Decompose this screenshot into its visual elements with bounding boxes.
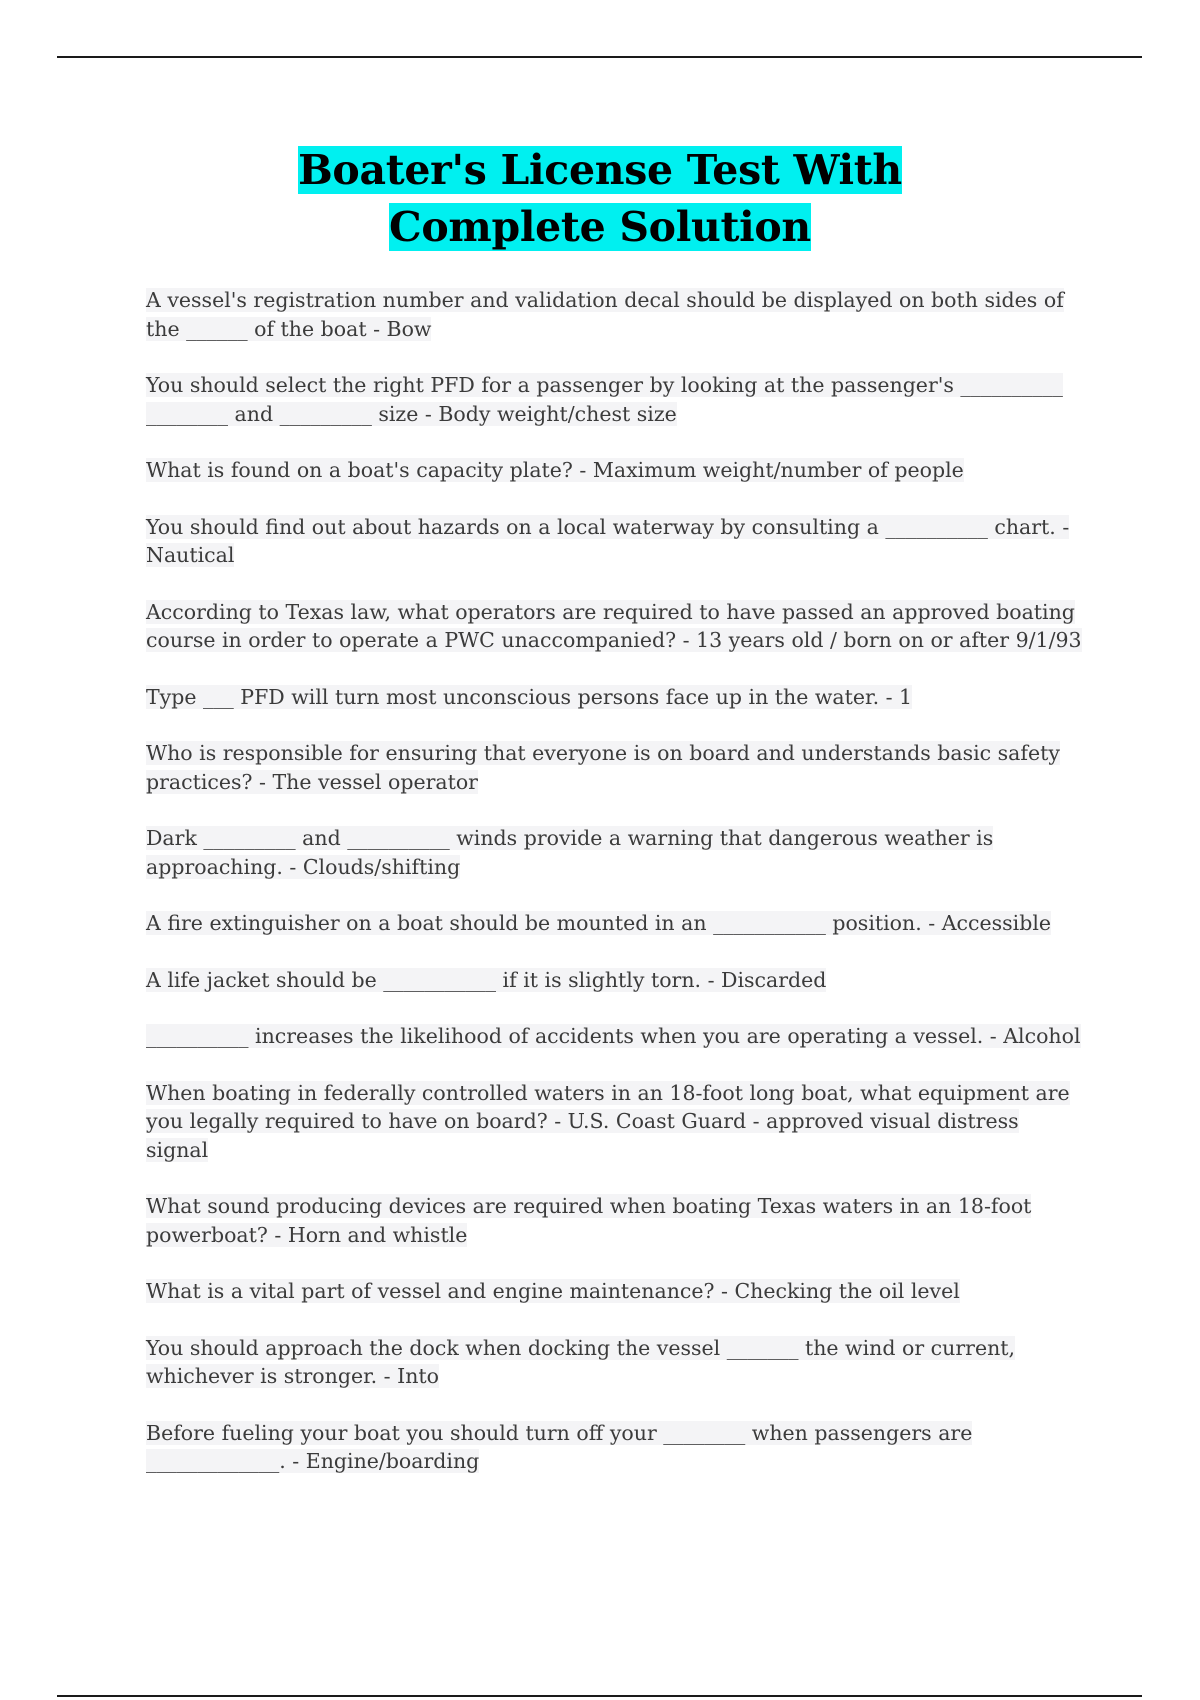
qa-item: [146, 1079, 1086, 1165]
qa-item: [146, 1022, 1086, 1051]
qa-item: [146, 824, 1086, 881]
qa-item: [146, 513, 1086, 570]
qa-item: [146, 909, 1086, 938]
qa-item: [146, 371, 1086, 428]
qa-item: [146, 286, 1086, 343]
qa-text: When boating in federally controlled waters in an 18-foot long boat, what equipment are you legally required to have on board? - U.S. Coast Guard - approved visual distress signal: [146, 1080, 1070, 1162]
qa-item: [146, 683, 1086, 712]
qa-item: [146, 1419, 1086, 1476]
qa-text: A fire extinguisher on a boat should be mounted in an ___________ position. - Accessible: [146, 911, 1052, 935]
qa-text: __________ increases the likelihood of accidents when you are operating a vessel. - Alcohol: [146, 1024, 1081, 1048]
qa-item: [146, 456, 1086, 485]
qa-item: [146, 1334, 1086, 1391]
qa-text: Before fueling your boat you should turn off your ________ when passengers are _____________. - Engine/boarding: [146, 1420, 973, 1473]
bottom-rule: [57, 1695, 1142, 1697]
top-rule: [57, 56, 1142, 58]
qa-text: You should select the right PFD for a passenger by looking at the passenger's __________ ________ and _________ size - Body weight/chest size: [146, 373, 1063, 426]
qa-item: [146, 739, 1086, 796]
qa-text: A vessel's registration number and validation decal should be displayed on both sides of the ______ of the boat - Bow: [146, 288, 1064, 341]
qa-text: Dark _________ and __________ winds provide a warning that dangerous weather is approaching. - Clouds/shifting: [146, 826, 994, 879]
qa-text: Type ___ PFD will turn most unconscious persons face up in the water. - 1: [146, 684, 913, 709]
qa-text: What sound producing devices are required when boating Texas waters in an 18-foot powerboat? - Horn and whistle: [146, 1194, 1032, 1247]
qa-text: What is found on a boat's capacity plate? - Maximum weight/number of people: [146, 458, 964, 482]
qa-item: [146, 1277, 1086, 1306]
qa-item: [146, 966, 1086, 995]
qa-item: [146, 1192, 1086, 1249]
qa-text: A life jacket should be ___________ if it is slightly torn. - Discarded: [146, 967, 827, 992]
qa-text: According to Texas law, what operators are required to have passed an approved boating course in order to operate a PWC unaccompanied? - 13 years old / born on or after 9/1/93: [146, 599, 1082, 652]
qa-text: What is a vital part of vessel and engine maintenance? - Checking the oil level: [146, 1279, 960, 1303]
title-block: [0, 142, 1200, 256]
qa-list: [146, 286, 1086, 1504]
document-title: Boater's License Test With Complete Solution: [298, 146, 902, 251]
qa-item: [146, 598, 1086, 655]
qa-text: You should approach the dock when docking the vessel _______ the wind or current, whichever is stronger. - Into: [146, 1335, 1016, 1388]
qa-text: Who is responsible for ensuring that everyone is on board and understands basic safety practices? - The vessel operator: [146, 741, 1060, 794]
qa-text: You should find out about hazards on a local waterway by consulting a __________ chart. - Nautical: [146, 514, 1070, 567]
